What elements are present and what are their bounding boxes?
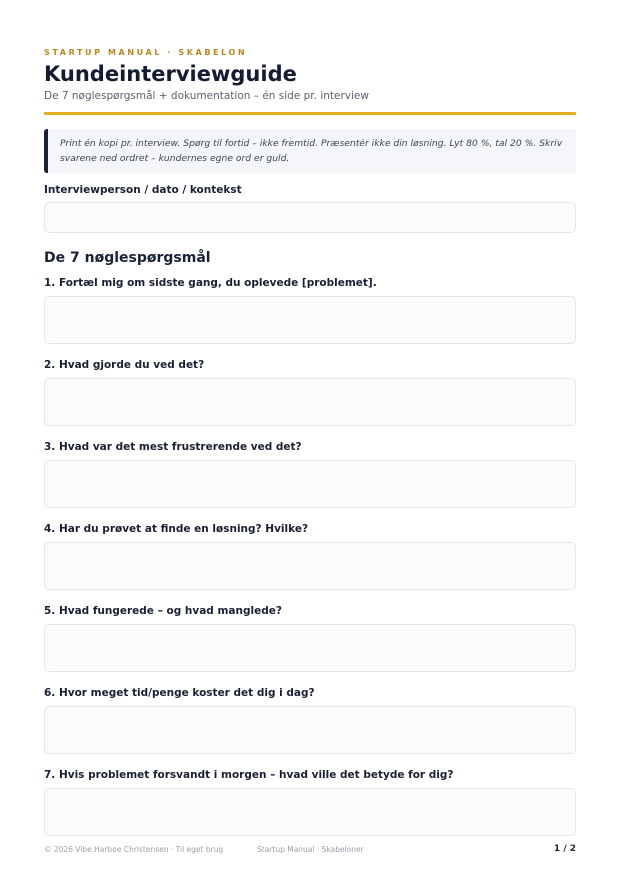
answer-field[interactable] (44, 460, 576, 508)
question-label: 3. Hvad var det mest frustrerende ved det? (44, 441, 302, 453)
footer-copyright: © 2026 Vibe Harboe Christensen · Til eget brug (44, 845, 224, 854)
question-2 (44, 358, 576, 426)
answer-field[interactable] (44, 296, 576, 344)
question-label: 5. Hvad fungerede – og hvad manglede? (44, 605, 282, 617)
footer-section: Startup Manual · Skabeloner (257, 845, 364, 854)
answer-field[interactable] (44, 706, 576, 754)
accent-divider (44, 112, 576, 115)
answer-field[interactable] (44, 788, 576, 836)
page-footer (44, 844, 576, 858)
interviewee-field[interactable] (44, 202, 576, 233)
answer-field[interactable] (44, 624, 576, 672)
page-number: 1 / 2 (553, 844, 576, 854)
question-label: 7. Hvis problemet forsvandt i morgen – hvad ville det betyde for dig? (44, 769, 454, 781)
question-label: 2. Hvad gjorde du ved det? (44, 359, 205, 371)
question-label: 4. Har du prøvet at finde en løsning? Hvilke? (44, 523, 309, 535)
instruction-note-text: Print én kopi pr. interview. Spørg til fortid – ikke fremtid. Præsentér ikke din løsning. Lyt 80 %, tal 20 %. Skriv svarene ned ordret – kundernes egne ord er guld. (60, 138, 563, 164)
question-3 (44, 440, 576, 508)
page-title: Kundeinterviewguide (44, 62, 297, 86)
questions-section-title: De 7 nøglespørgsmål (44, 250, 211, 266)
question-label: 1. Fortæl mig om sidste gang, du oplevede [problemet]. (44, 277, 377, 289)
page-content (44, 44, 576, 836)
answer-field[interactable] (44, 378, 576, 426)
interviewee-label: Interviewperson / dato / kontekst (44, 184, 242, 196)
question-5 (44, 604, 576, 672)
eyebrow-label: STARTUP MANUAL · SKABELON (44, 48, 248, 57)
question-1 (44, 276, 576, 344)
page-subtitle: De 7 nøglespørgsmål + dokumentation – én side pr. interview (44, 90, 369, 102)
question-6 (44, 686, 576, 754)
question-7 (44, 768, 576, 836)
answer-field[interactable] (44, 542, 576, 590)
question-label: 6. Hvor meget tid/penge koster det dig i dag? (44, 687, 315, 699)
instruction-note (44, 129, 576, 173)
question-4 (44, 522, 576, 590)
